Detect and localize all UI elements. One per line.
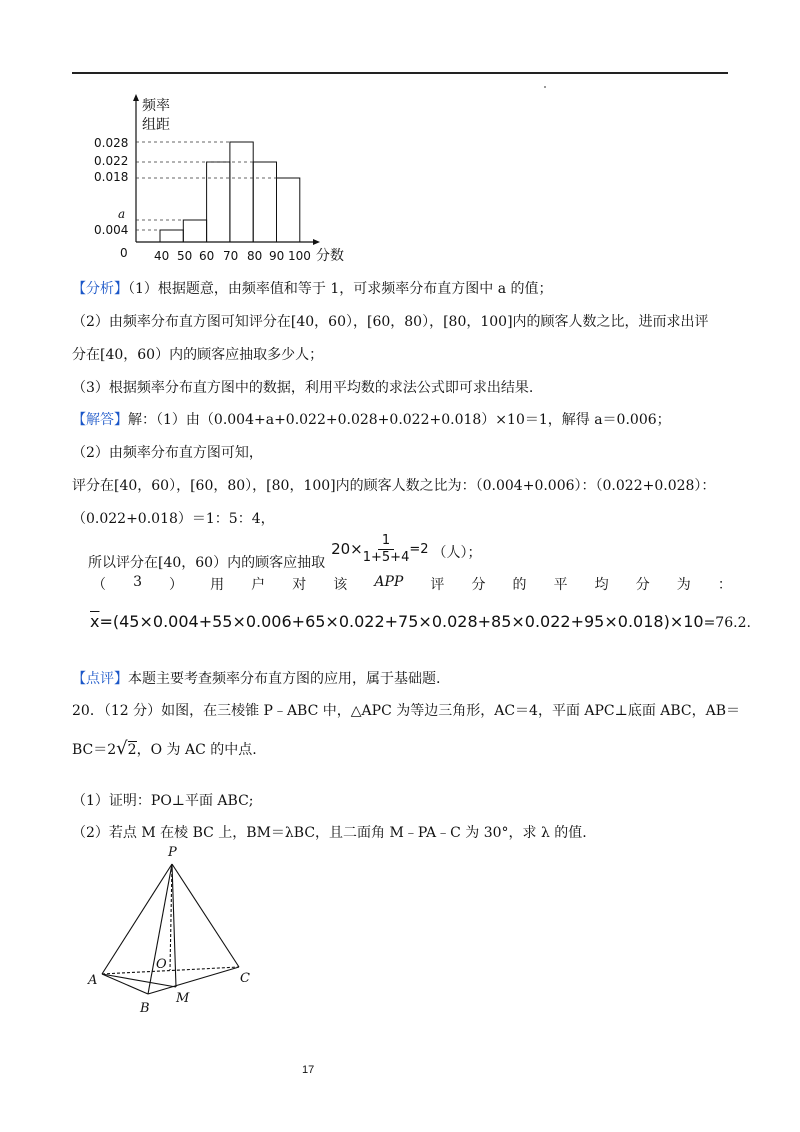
y-tick-a: a [118, 207, 126, 221]
solution-l4: （0.022+0.018）＝1：5：4， [72, 511, 275, 527]
solution-l7: $\overline{x}=(45\times 0.004+55\times 0.006+65\times 0.022+75\times 0.028+85\times 0.022+95\times 0.018)\times 10=76.2$. [90, 612, 751, 631]
bar-2 [207, 162, 230, 242]
analysis-p2a: （2）由频率分布直方图可知评分在[40，60），[60，80），[80，100]内的顾客人数之比，进而求出评 [72, 314, 709, 330]
analysis-p3: （3）根据频率分布直方图中的数据，利用平均数的求法公式即可求出结果. [72, 380, 534, 396]
label-B: B [140, 1001, 150, 1016]
y-tick-0022: 0.022 [94, 154, 129, 168]
comment-tag: 【点评】 [72, 671, 128, 687]
label-O: O [156, 957, 167, 972]
label-P: P [168, 845, 177, 860]
x-tick-40: 40 [154, 249, 170, 263]
y-tick-0004: 0.004 [94, 223, 129, 237]
x-tick-90: 90 [269, 249, 285, 263]
bar-5 [277, 178, 300, 242]
histogram-bars [160, 142, 300, 242]
page-number: 17 [302, 1064, 315, 1076]
origin-label: 0 [120, 246, 128, 260]
y-tick-0018: 0.018 [94, 170, 129, 184]
frequency-histogram [80, 92, 344, 267]
x-tick-60: 60 [199, 249, 215, 263]
solution-l3: 评分在[40，60），[60，80），[80，100]内的顾客人数之比为：（0.004+0.006）：（0.022+0.028）： [72, 478, 716, 494]
label-C: C [240, 971, 250, 986]
label-A: A [88, 973, 98, 988]
analysis-tag: 【分析】 [72, 281, 128, 297]
label-M: M [176, 991, 190, 1006]
solution-l2: （2）由频率分布直方图可知， [72, 445, 263, 461]
problem20-q1: （1）证明：PO⊥平面 ABC; [72, 793, 254, 809]
x-tick-80: 80 [247, 249, 263, 263]
problem20-q2: （2）若点 M 在棱 BC 上，BM＝λBC，且二面角 M﹣PA﹣C 为 30°，求 λ 的值. [72, 825, 587, 841]
header-rule [72, 72, 728, 74]
solution-l6: （ 3 ） 用 户 对 该 APP 评 分 的 平 均 分 为 ： [92, 574, 732, 593]
x-tick-100: 100 [288, 249, 311, 263]
comment: 【点评】本题主要考查频率分布直方图的应用，属于基础题. [72, 671, 441, 687]
x-tick-50: 50 [177, 249, 193, 263]
x-axis-arrow [313, 239, 320, 245]
bar-3 [230, 142, 253, 242]
y-axis-arrow [133, 94, 139, 101]
problem20-l1: 20．（12 分）如图，在三棱锥 P﹣ABC 中，△APC 为等边三角形，AC＝4，平面 APC⊥底面 ABC，AB＝ [72, 703, 741, 719]
ylabel-bottom: 组距 [142, 117, 170, 133]
solution-tag: 【解答】 [72, 412, 128, 428]
analysis-p2b: 分在[40，60）内的顾客应抽取多少人； [72, 347, 324, 363]
bar-1 [183, 220, 206, 242]
y-tick-0028: 0.028 [94, 136, 129, 150]
pyramid-figure [84, 842, 264, 1022]
fraction: $\frac{1}{1+5+4}$ [362, 532, 410, 565]
x-tick-70: 70 [223, 249, 239, 263]
analysis-p1: 【分析】（1）根据题意，由频率值和等于 1，可求频率分布直方图中 a 的值； [72, 281, 553, 297]
xlabel: 分数 [316, 248, 344, 264]
solution-l1: 【解答】解：（1）由（0.004+a+0.022+0.028+0.022+0.018）×10＝1，解得 a＝0.006； [72, 412, 671, 428]
solution-l5: 所以评分在[40，60）内的顾客应抽取 20× $\frac{1}{1+5+4}$ =2 （人）； [88, 532, 482, 571]
bar-0 [160, 230, 183, 242]
ylabel-top: 频率 [142, 98, 170, 114]
bar-4 [253, 162, 276, 242]
problem20-l2: BC＝2√2，O 为 AC 的中点. [72, 738, 257, 759]
stray-dot [544, 86, 546, 88]
